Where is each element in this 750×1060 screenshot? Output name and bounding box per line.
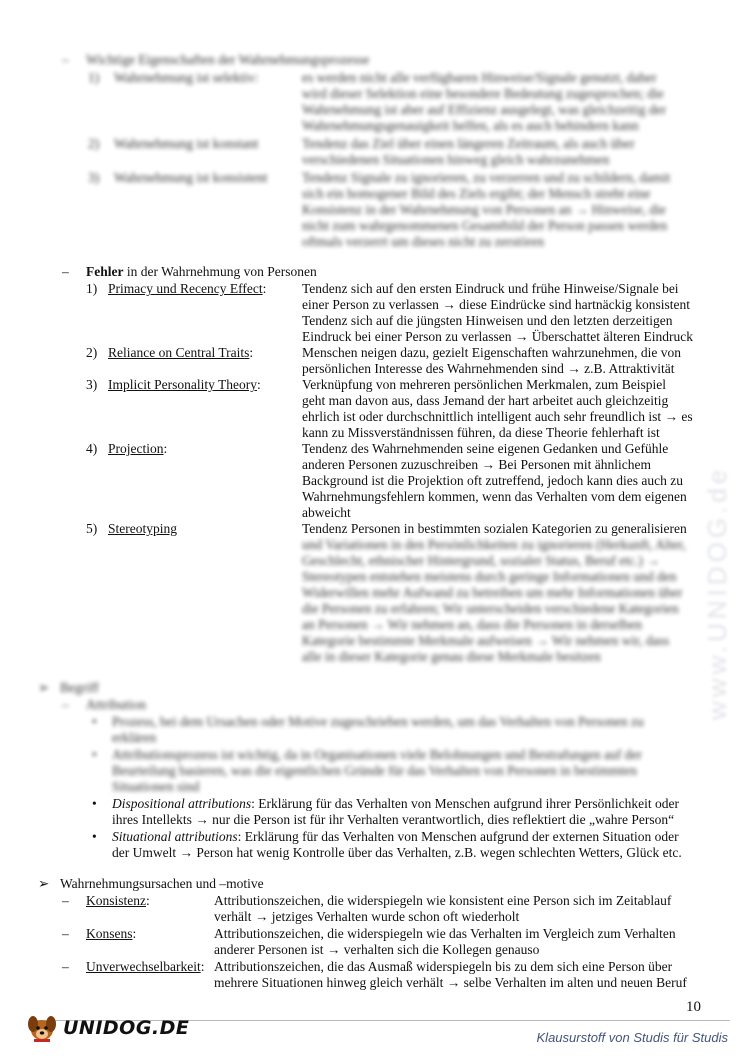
blurred-term: Wahrnehmung ist selektiv: [114,70,259,85]
document-page: – Wichtige Eigenschaften der Wahrnehmungsprozesse 1) Wahrnehmung ist selektiv: es werden nicht alle verfügbaren Hinweise/Signale genutzt, daher wird dieser Selektion eine besondere Bedeutung zugesprochen; die Wahrnehmung ist aber auf Effizienz ausgelegt, was gleichzeitig der Wahrnehmungsgenauigkeit helfen, als es auch behindern kann 2) Wahrnehmung ist konstant Tendenz das Ziel über einen längeren Zeitraum, als auch über verschiedenen Situationen hinweg gleich wahrzunehmen 3) Wahrnehmung ist konsistent Tendenz Signale zu ignorieren, zu verzerren und zu schildern, damit sich ein homogener Bild des Ziels ergibt; der Mensch strebt eine Konsistenz in der Wahrnehmung von Personen an → Hinweise, die nicht zum wahrgenommenen Gesamtbild der Person passen werden oftmals verzerrt um dieses nicht zu zerstören – Fehler in der Wahrnehmung von Personen 1) Primacy und Recency Effect: Tendenz sich auf den ersten Eindruck und frühe Hinweise/Signale bei einer Person zu verlassen → diese Eindrücke sind hartnäckig konsistent Tendenz sich auf die jüngsten Hinweisen und den letzten derzeitigen Eindruck bei einer Person zu verlassen → Überschattet älteren Eindruck 2) Reliance on Central Traits: Menschen neigen dazu, gezielt Eigenschaften wahrzunehmen, die von persönlichen Interesse des Wahrnehmenden sind → z.B. Attraktivität 3) Implicit Personality Theory: Verknüpfung von mehreren persönlichen Merkmalen, zum Beispiel geht man davon aus, dass Jemand der hart arbeitet auch gleichzeitig ehrlich ist oder durchschnittlich intelligent auch sehr freundlich ist → es kann zu Missverständnissen führen, da diese Theorie fehlerhaft ist 4) Projection: Tendenz des Wahrnehmenden seine eigenen Gedanken und Gefühle anderen Personen zuzuschreiben → Bei Personen mit ähnlichem Background ist die Projektion oft zutreffend, jedoch kann dies auch zu Wahrnehmungsfehlern kommen, wenn das Verhalten vom dem eigenen abweicht 5) Stereotyping Tendenz Personen in bestimmten sozialen Kategorien zu generalisieren und Variationen in den Persönlichkeiten zu ignorieren (Herkunft, Alter, Geschlecht, ethnischer Hintergrund, sozialer Status, Beruf etc.) → Stereotypen entstehen meistens durch geringe Informationen und den Widerwillen mehr Aufwand zu betreiben um mehr Informationen über die Personen zu erfahren; Wir unterscheiden verschiedene Kategorien an Personen → Wir nehmen an, dass die Personen in derselben Kategorie bestimmte Merkmale aufweisen → Wir nehmen wir, dass alle in dieser Kategorie genau diese Merkmale besitzen ➢ Begriff – Attribution • Prozess, bei dem Ursachen oder Motive zugeschrieben werden, um das Verhalten von Personen zu erklären • Attributionsprozess ist wichtig, da in Organisationen viele Belohnungen und Bestrafungen auf der Beurteilung basieren, was die eigentlichen Gründe für das Verhalten von Personen in bestimmten Situationen sind • Dispositional attributions: Erklärung für das Verhalten von Menschen aufgrund ihrer Persönlichkeit oder ihres Intellekts → nur die Person ist für ihr Verhalten verantwortlich, dies reflektiert die „wahre Person“ • Situational attributions: Erklärung für das Verhalten von Menschen aufgrund der externen Situation oder der Umwelt → Person hat wenig Kontrolle über das Verhalten, z.B. wegen schlechten Wetters, Glück etc. ➢ Wahrnehmungsursachen und –motive – Konsistenz: Attributionszeichen, die widerspiegeln wie konsistent eine Person sich im Zeitablauf verhält → jetziges Verhalten wurde schon oft wiederholt – Konsens: Attributionszeichen, die widerspiegeln wie das Verhalten im Vergleich zum Verhalten anderer Personen ist → verhalten sich die Kollegen genauso – Unverwechselbarkeit: Attributionszeichen, die das Ausmaß widerspiegeln bis zu dem sich eine Person über mehrere Situationen hinweg gleich verhält → selbe Verhalten im alten und neuen Beruf www.UNIDOG.de 10 UNIDOG.DE Klausurstoff von Studis für Studis [0,0,750,1060]
situational-line-1: Situational attributions: Erklärung für das Verhalten von Menschen aufgrund der externen Situation oder [112,829,679,844]
bullet-dot: • [92,796,97,811]
arrow-bullet: ➢ [38,876,50,891]
arrow-bullet: ➢ [38,680,50,695]
term-konsistenz: Konsistenz: [86,893,150,908]
blurred-heading: Wichtige Eigenschaften der Wahrnehmungsprozesse [86,52,370,67]
blurred-term: Wahrnehmung ist konsistent [114,170,268,185]
dog-icon [24,1012,60,1044]
term-stereotyping: Stereotyping [108,521,177,536]
unidog-logo [24,1012,189,1044]
section-heading: Wahrnehmungsursachen und –motive [60,876,264,891]
blurred-term: Wahrnehmung ist konstant [114,136,259,151]
dash-bullet: – [62,264,69,279]
dispositional-line-1: Dispositional attributions: Erklärung für das Verhalten von Menschen aufgrund ihrer Persönlichkeit oder [112,796,680,811]
term-unverwechselbarkeit: Unverwechselbarkeit: [86,959,205,974]
term-central-traits: Reliance on Central Traits: [108,345,254,360]
dash-bullet: – [62,52,69,67]
watermark: www.UNIDOG.de [702,465,732,720]
term-primacy: Primacy und Recency Effect: [108,281,267,296]
term-konsens: Konsens: [86,926,137,941]
logo-text: UNIDOG.DE [63,1017,190,1039]
bullet-dot: • [92,829,97,844]
footer-slogan: Klausurstoff von Studis für Studis [536,1030,728,1045]
section-heading: Fehler in der Wahrnehmung von Personen [86,264,317,279]
term-implicit-personality: Implicit Personality Theory: [108,377,261,392]
page-number: 10 [686,999,701,1015]
term-projection: Projection: [108,441,168,456]
